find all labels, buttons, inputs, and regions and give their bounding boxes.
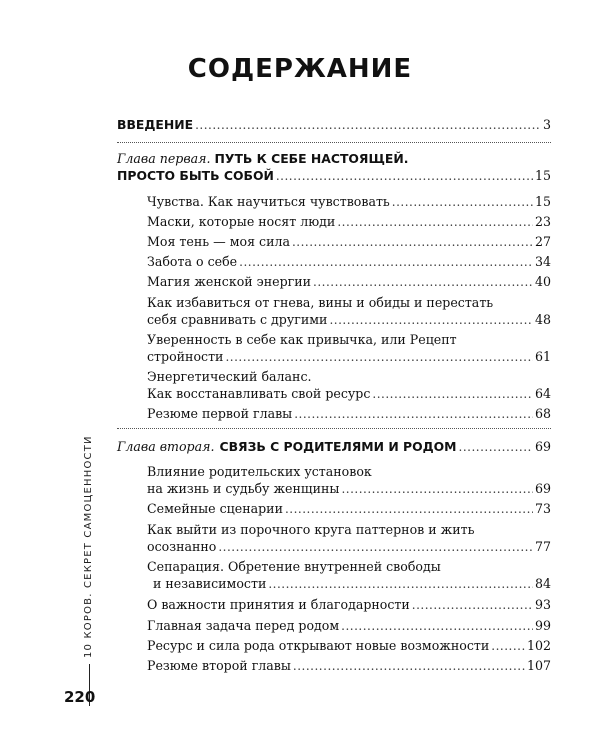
toc-entry-page: 84 xyxy=(534,576,551,591)
toc-entry[interactable] xyxy=(147,657,551,675)
dot-leader xyxy=(293,658,525,675)
dot-leader xyxy=(341,481,533,498)
chapter-title: ПУТЬ К СЕБЕ НАСТОЯЩЕЙ. xyxy=(214,151,409,166)
toc-entry-line1: Энергетический баланс. xyxy=(147,369,312,384)
toc-entry[interactable] xyxy=(147,575,551,593)
toc-entry-label: Резюме второй главы xyxy=(147,658,291,673)
dot-leader xyxy=(195,117,541,134)
toc-entry[interactable] xyxy=(147,385,551,403)
toc-entry-label: стройности xyxy=(147,349,224,364)
toc-entry-page: 102 xyxy=(526,638,551,653)
chapter-heading-line xyxy=(117,150,408,167)
toc-entry-page: 69 xyxy=(534,481,551,496)
toc-entry-intro[interactable] xyxy=(117,116,551,134)
toc-entry-label: Забота о себе xyxy=(147,254,238,269)
toc-entry-page: 77 xyxy=(534,539,551,554)
dot-leader xyxy=(218,539,533,556)
toc-entry-page: 23 xyxy=(534,214,551,229)
dot-leader xyxy=(268,576,533,593)
dot-leader xyxy=(372,386,533,403)
chapter-title: СВЯЗЬ С РОДИТЕЛЯМИ И РОДОМ xyxy=(219,439,457,454)
toc-entry[interactable] xyxy=(147,538,551,556)
toc-entry[interactable] xyxy=(147,311,551,329)
toc-entry-page: 64 xyxy=(534,386,551,401)
toc-entry-line1: Влияние родительских установок xyxy=(147,464,372,479)
toc-entry-chapter-2[interactable] xyxy=(117,438,551,456)
toc-entry-page: 69 xyxy=(534,439,551,454)
toc-entry[interactable] xyxy=(147,233,551,251)
section-divider xyxy=(117,142,551,143)
toc-entry-label: Семейные сценарии xyxy=(147,501,283,516)
toc-entry-page: 34 xyxy=(534,254,551,269)
toc-entry-page: 15 xyxy=(534,168,551,183)
toc-entry-line1: Как избавиться от гнева, вины и обиды и перестать xyxy=(147,295,494,310)
toc-entry-page: 99 xyxy=(534,618,551,633)
dot-leader xyxy=(313,274,533,291)
dot-leader xyxy=(412,597,533,614)
toc-entry[interactable] xyxy=(147,253,551,271)
toc-entry[interactable] xyxy=(147,617,551,635)
toc-entry-page: 40 xyxy=(534,274,551,289)
toc-entry-label: на жизнь и судьбу женщины xyxy=(147,481,340,496)
toc-entry-label: осознанно xyxy=(147,539,217,554)
toc-entry-label: О важности принятия и благодарности xyxy=(147,597,410,612)
toc-entry-page: 68 xyxy=(534,406,551,421)
toc-entry[interactable] xyxy=(147,405,551,423)
toc-entry-label: Чувства. Как научиться чувствовать xyxy=(147,194,390,209)
toc-entry-page: 48 xyxy=(534,312,551,327)
toc-entry-chapter-1[interactable] xyxy=(117,167,551,185)
dot-leader xyxy=(285,501,533,518)
toc-entry-label: Магия женской энергии xyxy=(147,274,312,289)
chapter-title: ПРОСТО БЫТЬ СОБОЙ xyxy=(117,168,274,183)
toc-entry-label: Маски, которые носят люди xyxy=(147,214,336,229)
dot-leader xyxy=(491,638,525,655)
dot-leader xyxy=(329,312,533,329)
dot-leader xyxy=(276,168,533,185)
toc-entry-page: 27 xyxy=(534,234,551,249)
toc-entry[interactable] xyxy=(147,193,551,211)
dot-leader xyxy=(292,234,533,251)
toc-entry[interactable] xyxy=(147,213,551,231)
toc-entry-page: 61 xyxy=(534,349,551,364)
toc-entry-label: Моя тень — моя сила xyxy=(147,234,290,249)
dot-leader xyxy=(225,349,533,366)
toc-entry-page: 107 xyxy=(526,658,551,673)
toc-entry[interactable] xyxy=(147,273,551,291)
toc-entry-line1: Уверенность в себе как привычка, или Рецепт xyxy=(147,332,457,347)
chapter-prefix: Глава вторая. xyxy=(117,439,215,454)
page-title: СОДЕРЖАНИЕ xyxy=(187,54,413,84)
chapter-prefix: Глава первая. xyxy=(117,151,211,166)
toc-entry-page: 93 xyxy=(534,597,551,612)
page-number: 220 xyxy=(64,688,96,706)
toc-entry[interactable] xyxy=(147,480,551,498)
dot-leader xyxy=(337,214,533,231)
dot-leader xyxy=(392,194,533,211)
toc-entry-line1: Как выйти из порочного круга паттернов и жить xyxy=(147,522,475,537)
toc-entry-page: 3 xyxy=(542,117,551,132)
toc-entry-line1: Сепарация. Обретение внутренней свободы xyxy=(147,559,441,574)
toc-entry-label: Ресурс и сила рода открывают новые возможности xyxy=(147,638,490,653)
dot-leader xyxy=(459,439,533,456)
toc-entry-page: 15 xyxy=(534,194,551,209)
toc-entry-label: Как восстанавливать свой ресурс xyxy=(147,386,371,401)
toc-entry-label: ВВЕДЕНИЕ xyxy=(117,117,194,132)
dot-leader xyxy=(294,406,533,423)
toc-entry[interactable] xyxy=(147,637,551,655)
toc-entry-label: и независимости xyxy=(153,576,267,591)
toc-entry[interactable] xyxy=(147,348,551,366)
toc-entry-label: Главная задача перед родом xyxy=(147,618,340,633)
toc-entry[interactable] xyxy=(147,596,551,614)
toc-entry-label: себя сравнивать с другими xyxy=(147,312,328,327)
toc-entry-label: Резюме первой главы xyxy=(147,406,293,421)
dot-leader xyxy=(341,618,533,635)
toc-entry-page: 73 xyxy=(534,501,551,516)
section-divider xyxy=(117,428,551,429)
running-head: 10 КОРОВ. СЕКРЕТ САМОЦЕННОСТИ xyxy=(83,435,94,658)
dot-leader xyxy=(239,254,533,271)
toc-entry[interactable] xyxy=(147,500,551,518)
